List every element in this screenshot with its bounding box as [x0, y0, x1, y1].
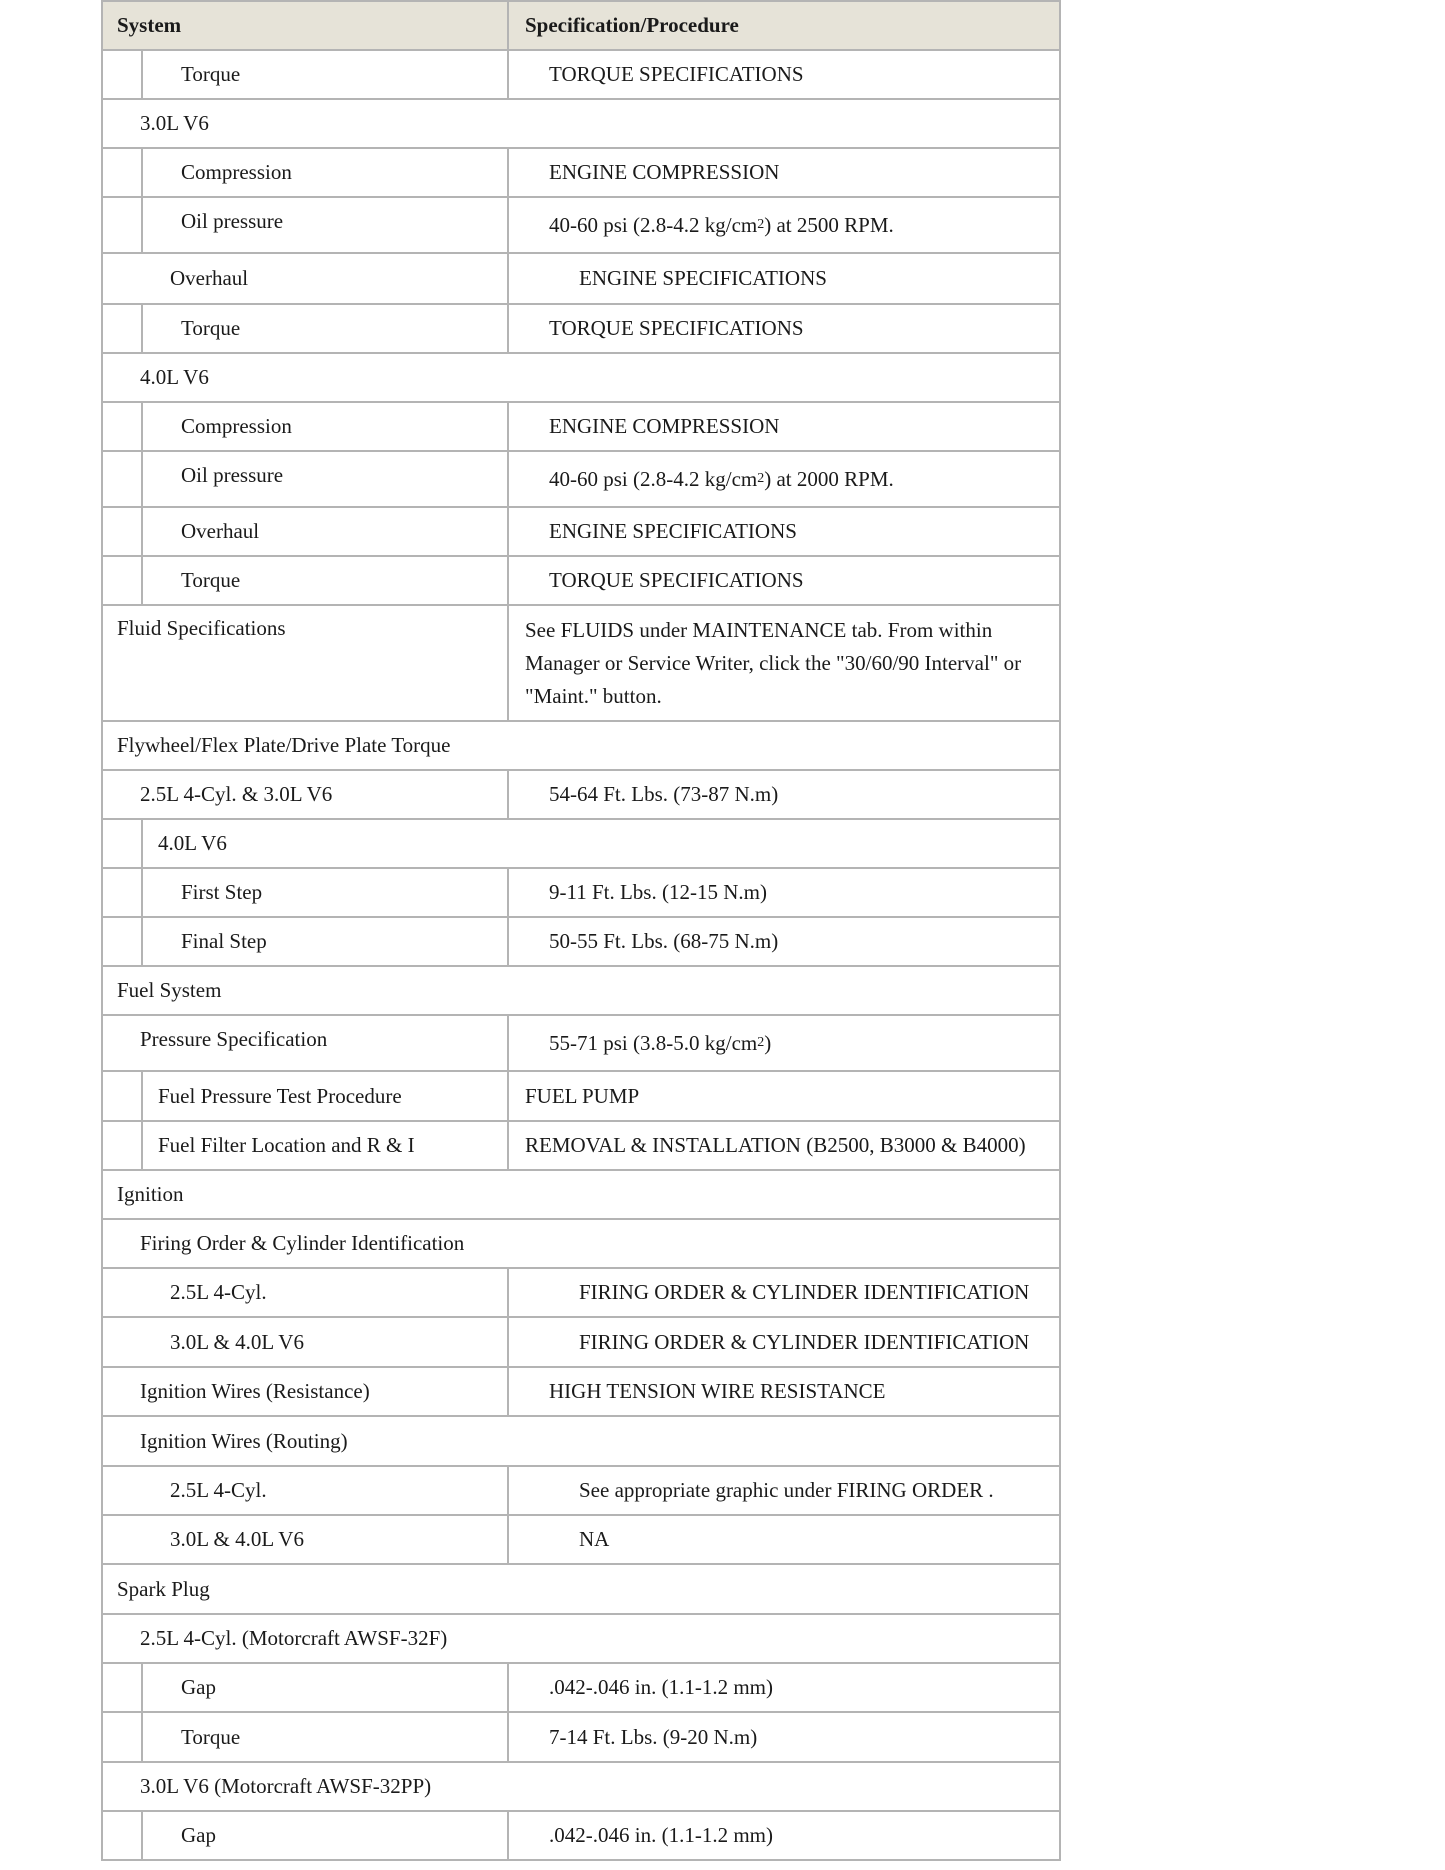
row-label: 2.5L 4-Cyl. — [103, 1269, 509, 1316]
row-value: TORQUE SPECIFICATIONS — [549, 568, 804, 592]
table-row — [101, 452, 1061, 508]
row-value: TORQUE SPECIFICATIONS — [549, 62, 804, 86]
row-value: .042-.046 in. (1.1-1.2 mm) — [549, 1675, 773, 1699]
table-row — [101, 1368, 1061, 1417]
table-row — [101, 1664, 1061, 1713]
row-label: Overhaul — [103, 508, 509, 555]
table-row — [101, 869, 1061, 918]
table-row — [101, 1016, 1061, 1072]
row-label: Torque — [103, 305, 509, 352]
row-label: Final Step — [103, 918, 509, 965]
table-row — [101, 606, 1061, 722]
value-text: 40-60 psi (2.8-4.2 kg/cm — [549, 212, 758, 237]
row-label: Ignition Wires (Resistance) — [103, 1368, 509, 1415]
row-label: Gap — [103, 1664, 509, 1711]
table-row — [101, 149, 1061, 198]
row-label: 3.0L & 4.0L V6 — [103, 1516, 509, 1563]
value-text: ) at 2500 RPM. — [764, 212, 894, 237]
row-label: Spark Plug — [117, 1576, 210, 1601]
table-row — [101, 254, 1061, 305]
row-label: Compression — [103, 149, 509, 196]
value-text: 55-71 psi (3.8-5.0 kg/cm — [549, 1030, 758, 1055]
row-value: 50-55 Ft. Lbs. (68-75 N.m) — [549, 929, 779, 953]
value-text: 40-60 psi (2.8-4.2 kg/cm — [549, 466, 758, 491]
row-label: Fuel System — [117, 978, 222, 1002]
table-row — [101, 403, 1061, 452]
row-label: First Step — [103, 869, 509, 916]
row-value: TORQUE SPECIFICATIONS — [549, 316, 804, 340]
table-row — [101, 918, 1061, 967]
row-value: 40-60 psi (2.8-4.2 kg/cm 2 ) at 2500 RPM. — [549, 212, 894, 237]
header-specification: Specification/Procedure — [525, 13, 739, 37]
table-row — [101, 1122, 1061, 1171]
table-row — [101, 305, 1061, 354]
row-label: Fuel Filter Location and R & I — [103, 1122, 509, 1169]
row-label: 3.0L V6 (Motorcraft AWSF-32PP) — [140, 1774, 432, 1798]
row-label: 2.5L 4-Cyl. & 3.0L V6 — [103, 771, 509, 818]
table-row — [101, 1812, 1061, 1861]
row-value: 55-71 psi (3.8-5.0 kg/cm 2 ) — [549, 1030, 772, 1055]
table-header-row — [101, 0, 1061, 51]
row-label: 4.0L V6 — [140, 365, 209, 389]
row-label: Firing Order & Cylinder Identification — [140, 1231, 465, 1255]
row-label: Pressure Specification — [103, 1016, 509, 1070]
row-label: Torque — [103, 1713, 509, 1761]
row-value: ENGINE COMPRESSION — [549, 414, 780, 438]
table-row — [101, 354, 1061, 403]
row-value: 9-11 Ft. Lbs. (12-15 N.m) — [549, 880, 767, 904]
row-label: Fluid Specifications — [103, 606, 509, 720]
row-label: Torque — [103, 557, 509, 604]
table-row — [101, 1565, 1061, 1615]
row-value: See FLUIDS under MAINTENANCE tab. From within Manager or Service Writer, click the "30/60/90 Interval" or "Maint." button. — [525, 618, 1022, 708]
table-row — [101, 1467, 1061, 1516]
table-row — [101, 1615, 1061, 1664]
row-value: See appropriate graphic under FIRING ORDER . — [579, 1478, 994, 1502]
row-label: Compression — [103, 403, 509, 450]
value-text: ) — [764, 1030, 772, 1055]
table-row — [101, 51, 1061, 100]
row-value: ENGINE SPECIFICATIONS — [549, 519, 797, 543]
row-value: 7-14 Ft. Lbs. (9-20 N.m) — [549, 1724, 758, 1749]
table-row — [101, 198, 1061, 254]
table-row — [101, 722, 1061, 771]
row-value: ENGINE SPECIFICATIONS — [579, 266, 827, 290]
row-label: Torque — [103, 51, 509, 98]
value-text: ) at 2000 RPM. — [764, 466, 894, 491]
spec-table — [101, 0, 1061, 1861]
row-label: Overhaul — [103, 254, 509, 303]
row-label: Ignition Wires (Routing) — [140, 1428, 348, 1453]
row-label: 2.5L 4-Cyl. — [103, 1467, 509, 1514]
row-value: FUEL PUMP — [525, 1083, 640, 1108]
row-label: Oil pressure — [103, 452, 509, 506]
row-value: REMOVAL & INSTALLATION (B2500, B3000 & B4000) — [525, 1133, 1026, 1157]
table-row — [101, 1417, 1061, 1467]
row-value: FIRING ORDER & CYLINDER IDENTIFICATION — [579, 1280, 1030, 1304]
row-label: 2.5L 4-Cyl. (Motorcraft AWSF-32F) — [140, 1626, 448, 1650]
table-row — [101, 100, 1061, 149]
row-value: 54-64 Ft. Lbs. (73-87 N.m) — [549, 782, 779, 806]
row-label: 3.0L V6 — [140, 111, 209, 135]
table-row — [101, 1072, 1061, 1122]
row-label: Oil pressure — [103, 198, 509, 252]
row-value: FIRING ORDER & CYLINDER IDENTIFICATION — [579, 1329, 1030, 1354]
table-row — [101, 557, 1061, 606]
row-label: Fuel Pressure Test Procedure — [103, 1072, 509, 1120]
table-row — [101, 1220, 1061, 1269]
row-label: 4.0L V6 — [158, 831, 227, 855]
table-row — [101, 820, 1061, 869]
row-value: HIGH TENSION WIRE RESISTANCE — [549, 1379, 886, 1403]
row-value: 40-60 psi (2.8-4.2 kg/cm 2 ) at 2000 RPM. — [549, 466, 894, 491]
table-row — [101, 1763, 1061, 1812]
row-value: NA — [579, 1527, 610, 1551]
table-row — [101, 1269, 1061, 1318]
table-row — [101, 1171, 1061, 1220]
table-row — [101, 771, 1061, 820]
table-row — [101, 1516, 1061, 1565]
table-row — [101, 1318, 1061, 1368]
table-row — [101, 508, 1061, 557]
table-row — [101, 967, 1061, 1016]
table-row — [101, 1713, 1061, 1763]
row-label: 3.0L & 4.0L V6 — [103, 1318, 509, 1366]
row-value: .042-.046 in. (1.1-1.2 mm) — [549, 1823, 773, 1847]
row-label: Flywheel/Flex Plate/Drive Plate Torque — [117, 733, 451, 757]
indent-spacer — [103, 820, 143, 867]
row-label: Ignition — [117, 1182, 184, 1206]
header-system: System — [103, 2, 509, 49]
row-label: Gap — [103, 1812, 509, 1859]
row-value: ENGINE COMPRESSION — [549, 160, 780, 184]
